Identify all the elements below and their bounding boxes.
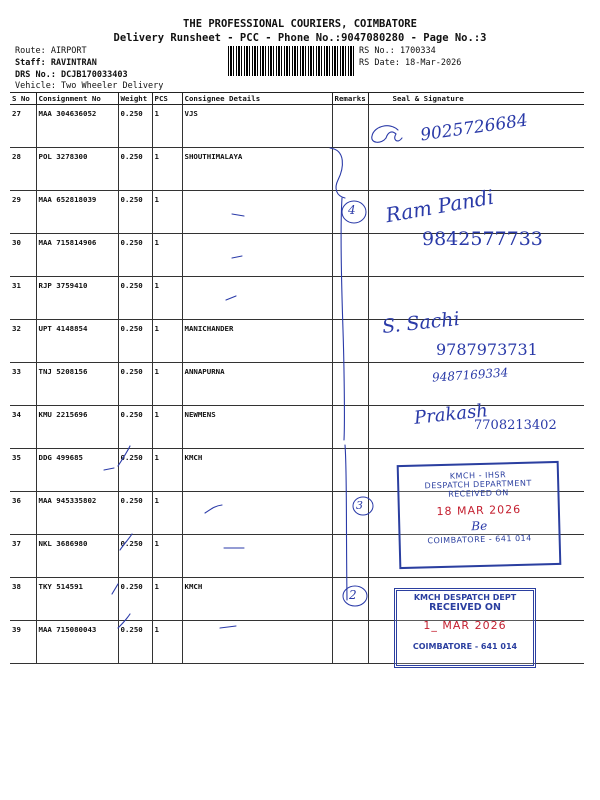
signature-27: 9025726684	[419, 110, 530, 146]
weight: 0.250	[118, 406, 152, 449]
stamp1-dept: DESPATCH DEPARTMENT	[424, 478, 532, 491]
sno: 29	[10, 191, 36, 234]
consignment-no: MAA 945335802	[36, 492, 118, 535]
consignment-no: TNJ 5208156	[36, 363, 118, 406]
pcs: 1	[152, 277, 182, 320]
remarks	[332, 492, 368, 535]
pcs: 1	[152, 406, 182, 449]
stamp2-dept: KMCH DESPATCH DEPT	[413, 593, 517, 602]
consignee: KMCH	[182, 449, 332, 492]
sno: 35	[10, 449, 36, 492]
consignee: NEWMENS	[182, 406, 332, 449]
pcs: 1	[152, 492, 182, 535]
received-stamp-1: KMCH - IHSR DESPATCH DEPARTMENT RECEIVED ON 18 MAR 2026 Be COIMBATORE - 641 014	[397, 461, 562, 569]
consignee: KMCH	[182, 578, 332, 621]
weight: 0.250	[118, 277, 152, 320]
col-remarks: Remarks	[332, 93, 368, 105]
remarks	[332, 449, 368, 492]
stamp1-org: KMCH - IHSR	[449, 470, 507, 481]
weight: 0.250	[118, 191, 152, 234]
sno: 28	[10, 148, 36, 191]
consignee	[182, 535, 332, 578]
weight: 0.250	[118, 105, 152, 148]
consignment-no: POL 3278300	[36, 148, 118, 191]
sno: 30	[10, 234, 36, 277]
staff: Staff: RAVINTRAN	[15, 58, 97, 68]
sno: 36	[10, 492, 36, 535]
stamp2-date: 1_ MAR 2026	[423, 619, 507, 632]
weight: 0.250	[118, 320, 152, 363]
consignee	[182, 492, 332, 535]
remarks	[332, 277, 368, 320]
weight: 0.250	[118, 535, 152, 578]
rs-date: RS Date: 18-Mar-2026	[359, 58, 462, 68]
signature-29: Ram Pandi	[383, 184, 496, 228]
consignment-no: RJP 3759410	[36, 277, 118, 320]
sno: 33	[10, 363, 36, 406]
route: Route: AIRPORT	[15, 46, 87, 56]
weight: 0.250	[118, 234, 152, 277]
sno: 39	[10, 621, 36, 664]
vehicle: Vehicle: Two Wheeler Delivery	[15, 81, 164, 91]
pcs: 1	[152, 148, 182, 191]
col-weight: Weight	[118, 93, 152, 105]
remarks	[332, 105, 368, 148]
consignment-no: MAA 715814906	[36, 234, 118, 277]
weight: 0.250	[118, 449, 152, 492]
weight: 0.250	[118, 148, 152, 191]
pcs: 1	[152, 578, 182, 621]
received-stamp-2	[394, 588, 536, 668]
sno: 32	[10, 320, 36, 363]
consignee	[182, 234, 332, 277]
weight: 0.250	[118, 621, 152, 664]
remarks	[332, 148, 368, 191]
remarks	[332, 621, 368, 664]
consignee	[182, 621, 332, 664]
pcs: 1	[152, 320, 182, 363]
rs-number: RS No.: 1700334	[359, 46, 436, 56]
consignment-no: DDG 499685	[36, 449, 118, 492]
consignee	[182, 277, 332, 320]
remark-36: 3	[356, 499, 363, 512]
signature-32: S. Sachi	[381, 307, 461, 339]
runsheet-title: Delivery Runsheet - PCC - Phone No.:9047080280 - Page No.:3	[113, 32, 487, 44]
consignee: MANICHANDER	[182, 320, 332, 363]
col-consignee: Consignee Details	[182, 93, 332, 105]
sno: 38	[10, 578, 36, 621]
consignee: ANNAPURNA	[182, 363, 332, 406]
weight: 0.250	[118, 492, 152, 535]
pcs: 1	[152, 449, 182, 492]
stamp1-received: RECEIVED ON	[448, 488, 509, 499]
stamp2-received: RECEIVED ON	[429, 602, 501, 613]
signature	[368, 148, 584, 191]
col-sno: S No	[10, 93, 36, 105]
consignment-no: UPT 4148854	[36, 320, 118, 363]
remarks	[332, 234, 368, 277]
company-name: THE PROFESSIONAL COURIERS, COIMBATORE	[183, 18, 417, 30]
col-signature: Seal & Signature	[368, 93, 584, 105]
remark-38: 2	[349, 588, 357, 602]
col-pcs: PCS	[152, 93, 182, 105]
sno: 27	[10, 105, 36, 148]
sno: 37	[10, 535, 36, 578]
remarks	[332, 406, 368, 449]
pcs: 1	[152, 191, 182, 234]
table-row	[10, 148, 584, 191]
signature-34: Prakash	[413, 400, 489, 429]
stamp1-date: 18 MAR 2026	[436, 502, 522, 519]
remarks	[332, 535, 368, 578]
remark-29: 4	[348, 203, 356, 217]
table-header-row	[10, 93, 584, 105]
consignment-no: KMU 2215696	[36, 406, 118, 449]
phone-30: 9842577733	[422, 228, 543, 250]
remarks	[332, 320, 368, 363]
consignment-no: NKL 3686980	[36, 535, 118, 578]
pcs: 1	[152, 234, 182, 277]
weight: 0.250	[118, 578, 152, 621]
stamp1-city: COIMBATORE - 641 014	[427, 533, 532, 546]
drs-number: DRS No.: DCJB170033403	[15, 70, 128, 80]
consignment-no: MAA 715080043	[36, 621, 118, 664]
pcs: 1	[152, 535, 182, 578]
sno: 31	[10, 277, 36, 320]
col-consignment: Consignment No	[36, 93, 118, 105]
consignee: SHOUTHIMALAYA	[182, 148, 332, 191]
consignment-no: MAA 304636052	[36, 105, 118, 148]
consignee: VJS	[182, 105, 332, 148]
pcs: 1	[152, 621, 182, 664]
phone-32: 9787973731	[436, 340, 538, 359]
barcode	[228, 46, 354, 76]
consignment-no: MAA 652818039	[36, 191, 118, 234]
table-row	[10, 277, 584, 320]
pcs: 1	[152, 363, 182, 406]
signature-33: 9487169334	[431, 365, 509, 385]
consignee	[182, 191, 332, 234]
sno: 34	[10, 406, 36, 449]
remarks	[332, 363, 368, 406]
pcs: 1	[152, 105, 182, 148]
phone-34: 7708213402	[474, 418, 557, 433]
weight: 0.250	[118, 363, 152, 406]
stamp2-city: COIMBATORE - 641 014	[412, 642, 518, 651]
consignment-no: TKY 514591	[36, 578, 118, 621]
